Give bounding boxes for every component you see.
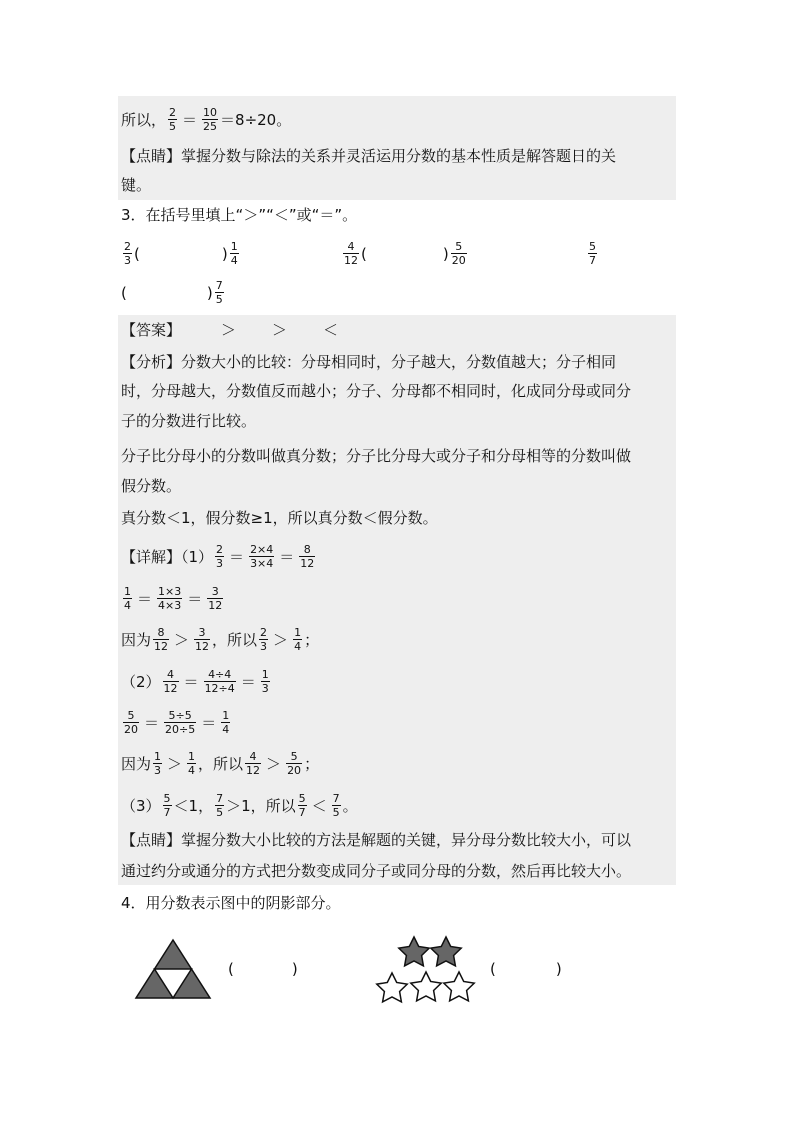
numerator: 4 <box>249 750 257 763</box>
denominator: 12 <box>163 682 178 695</box>
text-span: 【点睛】掌握分数与除法的关系并灵活运用分数的基本性质是解答题日的关 <box>121 147 617 165</box>
text-span: ＞ <box>273 630 289 649</box>
denominator: 5 <box>169 120 177 133</box>
fraction <box>343 240 359 267</box>
denominator: 3 <box>154 764 162 777</box>
q4-title <box>121 892 341 914</box>
fraction <box>168 106 177 133</box>
answer-blank-open[interactable]: ( <box>361 244 367 263</box>
text-span: ( <box>228 960 234 978</box>
fraction <box>215 279 224 306</box>
q3-detail-1b <box>121 585 225 612</box>
text-span: 假分数。 <box>121 477 182 495</box>
numerator: 1×3 <box>158 585 182 598</box>
q3-dianjing-line <box>121 860 631 882</box>
text-span: ＝ <box>183 672 199 691</box>
q3-analysis-line <box>121 380 631 402</box>
numerator: 3 <box>198 626 206 639</box>
q3-answer-line <box>121 319 338 341</box>
fraction <box>157 585 182 612</box>
fraction <box>230 240 239 267</box>
fraction <box>215 792 224 819</box>
text-span: 【点睛】掌握分数大小比较的方法是解题的关键，异分母分数比较大小，可以 <box>121 831 632 849</box>
text-span: ； <box>304 754 320 773</box>
answer-blank-close: ) <box>442 244 449 263</box>
denominator: 5 <box>215 293 223 306</box>
fraction <box>215 543 224 570</box>
q2-dianjing-line <box>121 174 151 196</box>
denominator: 3×4 <box>250 557 274 570</box>
text-span: 时，分母越大，分数值反而越小；分子、分母都不相同时，化成同分母或同分 <box>121 382 632 400</box>
fraction <box>221 709 230 736</box>
text-span: ( <box>490 960 496 978</box>
answer-blank-open[interactable]: ( <box>134 244 140 263</box>
text-span: ) <box>291 960 298 978</box>
denominator: 4 <box>188 764 196 777</box>
fraction <box>123 240 132 267</box>
numerator: 5 <box>455 240 463 253</box>
numerator: 7 <box>215 279 223 292</box>
denominator: 12 <box>300 557 315 570</box>
denominator: 20÷5 <box>165 723 196 736</box>
fraction <box>451 240 467 267</box>
numerator: 5 <box>127 709 135 722</box>
stars-figure <box>374 934 478 1006</box>
text-span: 因为 <box>121 754 152 773</box>
numerator: 7 <box>332 792 340 805</box>
q3-analysis-line <box>121 410 256 432</box>
numerator: 1 <box>261 668 269 681</box>
numerator: 4÷4 <box>208 668 232 681</box>
denominator: 25 <box>203 120 218 133</box>
fraction <box>298 792 307 819</box>
fraction <box>259 626 268 653</box>
fraction <box>194 626 210 653</box>
text-span: ＞ <box>167 754 183 773</box>
text-span: ＝ <box>229 547 245 566</box>
text-span: ＞1，所以 <box>226 796 296 815</box>
text-span: ，所以 <box>212 630 258 649</box>
text-span: 3．在括号里填上“＞”“＜”或“＝”。 <box>121 206 358 224</box>
numerator: 4 <box>347 240 355 253</box>
numerator: 8 <box>303 543 311 556</box>
answer-blank-close: ) <box>221 244 228 263</box>
text-span: ＝ <box>182 110 198 129</box>
fraction <box>332 792 341 819</box>
denominator: 4 <box>230 254 238 267</box>
numerator: 5 <box>298 792 306 805</box>
denominator: 12 <box>246 764 261 777</box>
fraction <box>153 626 169 653</box>
q2-conclusion-line <box>121 106 291 133</box>
q4-blank-1[interactable] <box>228 958 298 980</box>
denominator: 20 <box>451 254 466 267</box>
q2-dianjing-line <box>121 145 616 167</box>
q3-analysis-line <box>121 445 631 467</box>
fraction <box>163 792 172 819</box>
text-span: ； <box>304 630 320 649</box>
q3-analysis-line <box>121 351 616 373</box>
fraction <box>153 750 162 777</box>
text-span: ＞ <box>272 321 288 339</box>
text-span: ＜1， <box>173 796 214 815</box>
denominator: 7 <box>298 806 306 819</box>
denominator: 12 <box>195 640 210 653</box>
q3-detail-1a <box>121 543 317 570</box>
fraction <box>286 750 302 777</box>
fraction <box>207 585 223 612</box>
numerator: 2 <box>260 626 268 639</box>
text-span: （3） <box>121 796 161 815</box>
denominator: 12 <box>208 599 223 612</box>
text-span: 。 <box>342 796 358 815</box>
numerator: 10 <box>203 106 218 119</box>
numerator: 5 <box>163 792 171 805</box>
fraction <box>261 668 270 695</box>
numerator: 1 <box>294 626 302 639</box>
denominator: 4 <box>222 723 230 736</box>
text-span: 真分数＜1，假分数≥1，所以真分数＜假分数。 <box>121 509 438 527</box>
denominator: 4 <box>294 640 302 653</box>
text-span: （2） <box>121 672 161 691</box>
q3-item-1 <box>121 240 241 267</box>
denominator: 3 <box>261 682 269 695</box>
denominator: 4 <box>124 599 131 612</box>
text-span: ＞ <box>266 754 282 773</box>
denominator: 3 <box>216 557 224 570</box>
numerator: 7 <box>216 792 224 805</box>
answer-blank-close: ) <box>206 283 213 302</box>
fraction <box>187 750 196 777</box>
fraction <box>204 668 236 695</box>
text-span: ＝ <box>144 713 160 732</box>
denominator: 12 <box>344 254 358 267</box>
denominator: 20 <box>287 764 302 777</box>
fraction <box>202 106 218 133</box>
q3-item-3-left <box>586 240 599 267</box>
numerator: 1 <box>154 750 162 763</box>
denominator: 7 <box>589 254 596 267</box>
q3-title <box>121 204 357 226</box>
text-span: ) <box>555 960 562 978</box>
text-span: ，所以 <box>198 754 244 773</box>
numerator: 5÷5 <box>168 709 192 722</box>
text-span: ＜ <box>311 796 327 815</box>
q3-item-3-right <box>121 279 226 306</box>
denominator: 12 <box>154 640 169 653</box>
text-span: 通过约分或通分的方式把分数变成同分子或同分母的分数，然后再比较大小。 <box>121 862 632 880</box>
numerator: 8 <box>157 626 165 639</box>
numerator: 4 <box>167 668 175 681</box>
denominator: 20 <box>124 723 138 736</box>
numerator: 3 <box>211 585 219 598</box>
fraction <box>123 585 132 612</box>
fraction <box>123 709 139 736</box>
numerator: 2 <box>124 240 131 253</box>
fraction <box>249 543 274 570</box>
fraction <box>164 709 196 736</box>
q3-analysis-line <box>121 475 181 497</box>
fraction <box>163 668 179 695</box>
text-span: 【答案】 <box>121 321 182 339</box>
q3-item-2 <box>341 240 469 267</box>
answer-blank-open[interactable]: ( <box>121 283 127 302</box>
text-span: ＝8÷20。 <box>220 110 292 129</box>
numerator: 2×4 <box>250 543 274 556</box>
text-span: ＞ <box>221 321 237 339</box>
fraction <box>245 750 261 777</box>
numerator: 1 <box>188 750 196 763</box>
numerator: 1 <box>230 240 238 253</box>
fraction <box>293 626 302 653</box>
text-span: ＝ <box>201 713 217 732</box>
denominator: 4×3 <box>158 599 182 612</box>
numerator: 5 <box>290 750 298 763</box>
q4-blank-2[interactable] <box>490 958 562 980</box>
text-span: ＞ <box>174 630 190 649</box>
q3-dianjing-line <box>121 829 631 851</box>
numerator: 2 <box>216 543 224 556</box>
q3-detail-1c <box>121 626 319 653</box>
numerator: 1 <box>124 585 131 598</box>
q3-detail-2c <box>121 750 319 777</box>
numerator: 5 <box>589 240 596 253</box>
numerator: 2 <box>169 106 177 119</box>
text-span: 【详解】（1） <box>121 547 214 566</box>
denominator: 7 <box>163 806 171 819</box>
q3-detail-2b <box>121 709 232 736</box>
q3-analysis-line <box>121 507 438 529</box>
denominator: 12÷4 <box>204 682 235 695</box>
triangle-figure <box>134 938 212 1000</box>
text-span: ＝ <box>279 547 295 566</box>
text-span: 子的分数进行比较。 <box>121 412 257 430</box>
fraction <box>299 543 315 570</box>
denominator: 3 <box>260 640 268 653</box>
text-span: 【分析】分数大小的比较：分母相同时，分子越大，分数值越大；分子相同 <box>121 353 617 371</box>
numerator: 1 <box>222 709 230 722</box>
q3-detail-2a <box>121 668 272 695</box>
text-span: 分子比分母小的分数叫做真分数；分子比分母大或分子和分母相等的分数叫做 <box>121 447 632 465</box>
fraction <box>588 240 597 267</box>
q3-detail-3 <box>121 792 358 819</box>
text-span: ＜ <box>323 321 339 339</box>
denominator: 5 <box>332 806 340 819</box>
text-span: 4．用分数表示图中的阴影部分。 <box>121 894 341 912</box>
text-span: ＝ <box>187 589 203 608</box>
denominator: 3 <box>124 254 131 267</box>
text-span: 因为 <box>121 630 152 649</box>
text-span: ＝ <box>137 589 153 608</box>
denominator: 5 <box>216 806 224 819</box>
text-span: 键。 <box>121 176 152 194</box>
text-span: ＝ <box>240 672 256 691</box>
text-span: 所以， <box>121 110 167 129</box>
